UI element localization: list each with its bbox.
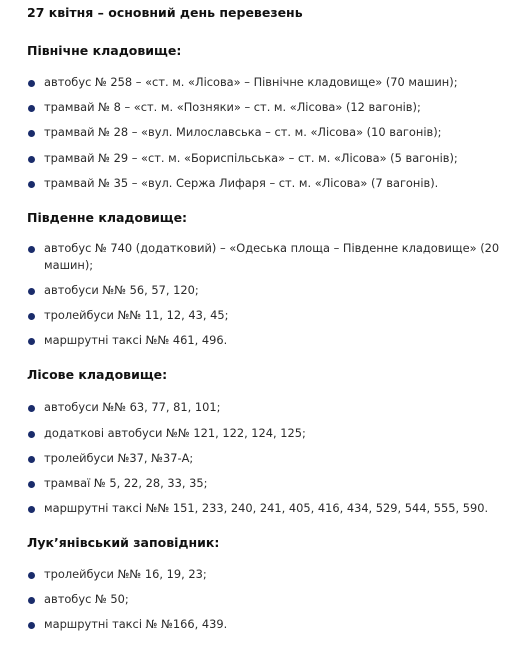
list-item [27, 425, 500, 442]
bullet-dot-icon [28, 313, 35, 320]
bullet-dot-icon [28, 405, 35, 412]
bullet-dot-icon [28, 456, 35, 463]
list-item-text: тролейбуси №37, №37-А; [44, 450, 194, 465]
list-item [27, 307, 500, 324]
list-item-text: трамвай № 29 – «ст. м. «Бориспільська» – ст. м. «Лісова» (5 вагонів); [44, 150, 458, 165]
list-item [27, 175, 500, 192]
list-item [27, 74, 500, 91]
list-item-text: трамвай № 35 – «вул. Сержа Лифаря – ст. м. «Лісова» (7 вагонів). [44, 175, 439, 190]
bullet-dot-icon [28, 597, 35, 604]
section-south-cemetery [27, 209, 500, 350]
bullet-dot-icon [28, 622, 35, 629]
list-item-text: трамвай № 28 – «вул. Милославська – ст. м. «Лісова» (10 вагонів); [44, 125, 442, 140]
list-item [27, 332, 500, 349]
list-item [27, 282, 500, 299]
route-list [27, 240, 500, 350]
bullet-dot-icon [28, 431, 35, 438]
section-heading: Лук’янівський заповідник: [27, 535, 220, 551]
bullet-dot-icon [28, 246, 35, 253]
page-title: 27 квітня – основний день перевезень [27, 5, 303, 20]
list-item-text: автобуси №№ 63, 77, 81, 101; [44, 400, 221, 415]
list-item [27, 240, 500, 274]
list-item-text: маршрутні таксі №№ 461, 496. [44, 333, 228, 348]
list-item-text: додаткові автобуси №№ 121, 122, 124, 125; [44, 425, 306, 440]
bullet-dot-icon [28, 506, 35, 513]
list-item-text: автобус № 740 (додатковий) – «Одеська площа – Південне кладовище» (20 машин); [44, 240, 500, 272]
bullet-dot-icon [28, 181, 35, 188]
list-item [27, 150, 500, 167]
bullet-dot-icon [28, 288, 35, 295]
list-item [27, 450, 500, 467]
bullet-dot-icon [28, 80, 35, 87]
list-item [27, 124, 500, 141]
list-item [27, 99, 500, 116]
list-item-text: маршрутні таксі № №166, 439. [44, 617, 228, 632]
list-item-text: тролейбуси №№ 11, 12, 43, 45; [44, 308, 229, 323]
list-item-text: автобус № 50; [44, 592, 129, 607]
section-north-cemetery [27, 42, 500, 192]
route-list [27, 74, 500, 192]
list-item-text: трамвaї № 5, 22, 28, 33, 35; [44, 475, 208, 490]
bullet-dot-icon [28, 156, 35, 163]
bullet-dot-icon [28, 481, 35, 488]
list-item-text: тролейбуси №№ 16, 19, 23; [44, 567, 207, 582]
list-item-text: маршрутні таксі №№ 151, 233, 240, 241, 405, 416, 434, 529, 544, 555, 590. [44, 501, 489, 516]
list-item-text: автобус № 258 – «ст. м. «Лісова» – Північне кладовище» (70 машин); [44, 75, 458, 89]
bullet-dot-icon [28, 130, 35, 137]
bullet-dot-icon [28, 572, 35, 579]
section-heading: Південне кладовище: [27, 209, 188, 225]
route-list [27, 566, 500, 633]
section-heading: Північне кладовище: [27, 43, 182, 58]
list-item [27, 591, 500, 608]
list-item [27, 616, 500, 633]
route-list [27, 399, 500, 517]
list-item [27, 566, 500, 583]
list-item-text: автобуси №№ 56, 57, 120; [44, 282, 199, 297]
list-item-text: трамвай № 8 – «ст. м. «Позняки» – ст. м. «Лісова» (12 вагонів); [44, 100, 421, 115]
bullet-dot-icon [28, 105, 35, 112]
list-item [27, 500, 500, 517]
list-item [27, 399, 500, 416]
section-lukianivskyi-reserve [27, 534, 500, 633]
bullet-dot-icon [28, 338, 35, 345]
section-heading: Лісове кладовище: [27, 367, 168, 383]
section-forest-cemetery [27, 366, 500, 517]
list-item [27, 475, 500, 492]
